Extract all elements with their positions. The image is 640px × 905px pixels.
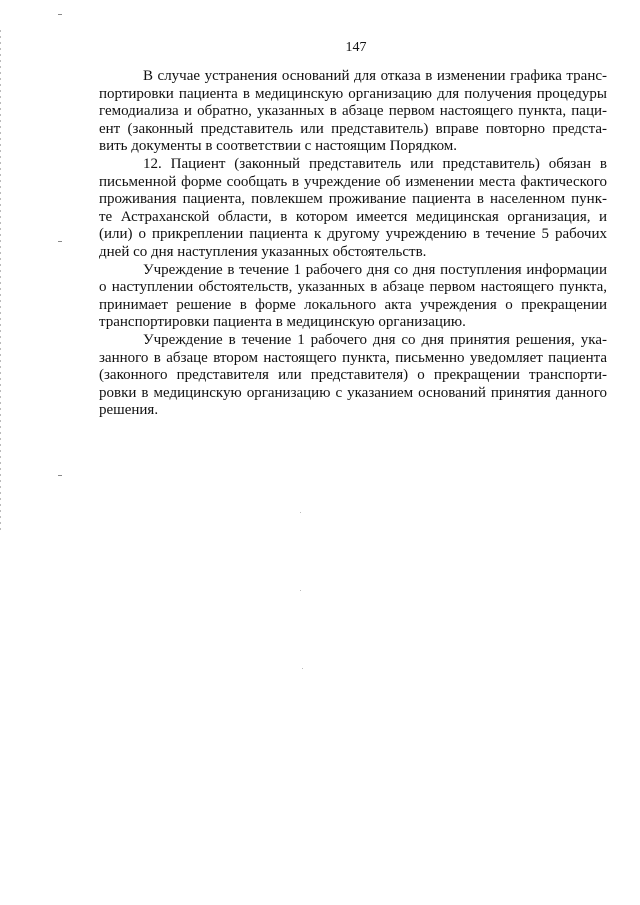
scan-speck [302,668,303,669]
text-line: 12. Пациент (законный представитель или представитель) обязан в [143,155,607,172]
text-line: занного в абзаце втором настоящего пункта, письменно уведомляет пациента [99,349,607,366]
text-line: гемодиализа и обратно, указанных в абзаце первом настоящего пункта, паци- [99,103,607,120]
scan-mark [58,241,62,242]
text-line: о наступлении обстоятельств, указанных в абзаце первом настоящего пункта, [99,279,607,296]
text-line: (законного представителя или представителя) о прекращении транспорти- [99,367,607,384]
scan-speck [300,590,301,591]
text-line: дней со дня наступления указанных обстоятельств. [99,243,427,260]
paragraph [99,156,607,262]
scan-mark [58,14,62,15]
text-line: (или) о прикреплении пациента к другому учреждению в течение 5 рабочих [99,226,607,243]
text-line: портировки пациента в медицинскую организацию для получения процедуры [99,85,607,102]
text-line: Учреждение в течение 1 рабочего дня со дня принятия решения, ука- [143,331,607,348]
text-line: письменной форме сообщать в учреждение об изменении места фактического [99,173,607,190]
text-line: В случае устранения оснований для отказа в изменении графика транс- [143,68,607,84]
paragraph [99,332,607,420]
text-line: вить документы в соответствии с настоящим Порядком. [99,138,458,155]
paragraph [99,68,607,156]
text-line: принимает решение в форме локального акта учреждения о прекращении [99,296,607,313]
text-line: решения. [99,402,159,419]
scan-speck [300,512,301,513]
text-line: проживания пациента, повлекшем проживание пациента в населенном пунк- [99,191,607,208]
page-number: 147 [345,40,367,55]
text-line: ент (законный представитель или представитель) вправе повторно предста- [99,120,607,137]
scan-edge [0,30,1,530]
text-line: транспортировки пациента в медицинскую организацию. [99,314,466,331]
document-body [99,68,607,420]
text-line: Учреждение в течение 1 рабочего дня со дня поступления информации [143,261,607,278]
paragraph [99,262,607,332]
text-line: те Астраханской области, в котором имеется медицинская организация, и [99,208,607,225]
scan-mark [58,475,62,476]
text-line: ровки в медицинскую организацию с указанием оснований принятия данного [99,384,607,401]
